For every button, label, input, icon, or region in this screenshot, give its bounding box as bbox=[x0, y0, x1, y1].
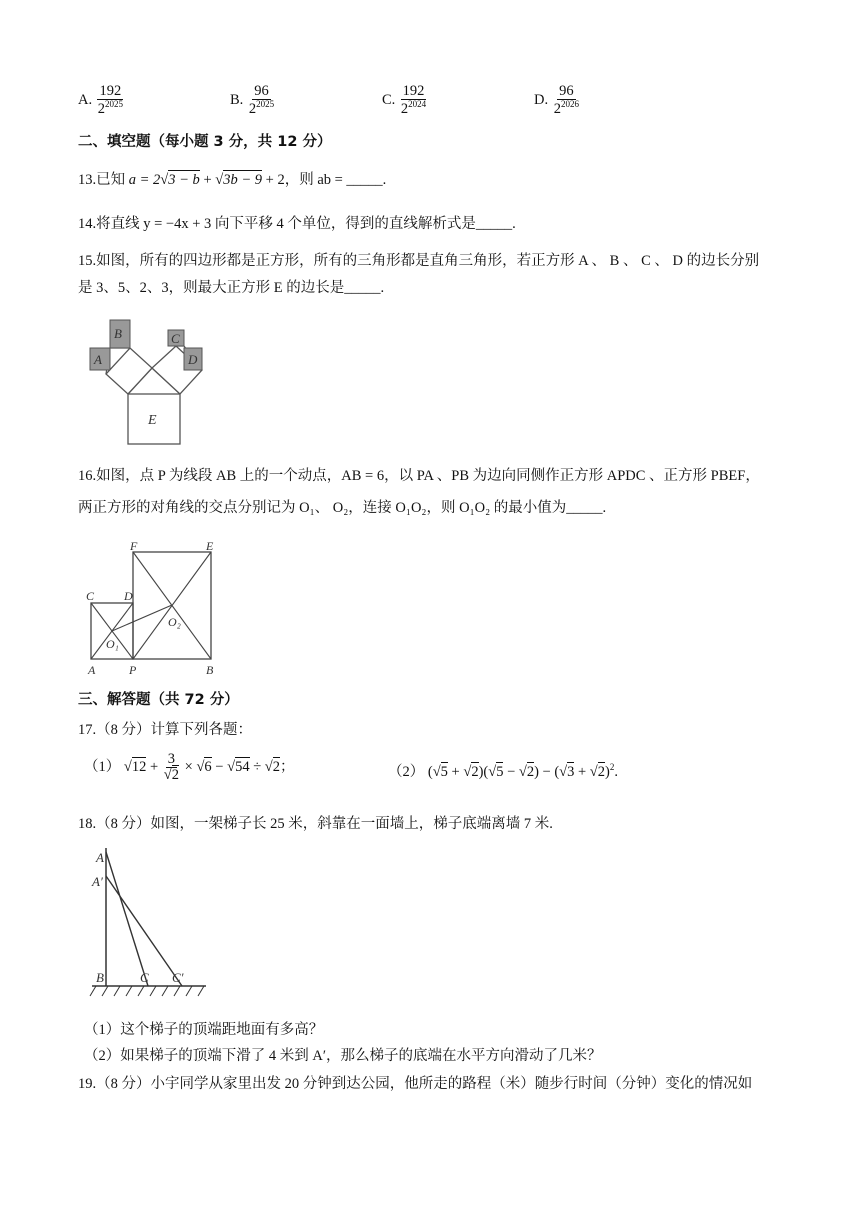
label-c: C bbox=[86, 589, 95, 603]
label-d: D bbox=[188, 352, 198, 367]
question-16-line-1: 16.如图，点 P 为线段 AB 上的一个动点，AB = 6，以 PA 、PB 为边向同侧作正方形 APDC 、正方形 PBEF， bbox=[78, 468, 760, 484]
label-d: D bbox=[124, 589, 133, 603]
question-17-part-1: （1） √12 + $\frac{3}{√2}$ × √6 − √54 ÷ √2； bbox=[84, 751, 295, 784]
label-e: E bbox=[148, 413, 157, 428]
figure-16-squares bbox=[84, 538, 224, 678]
section-3-heading: 三、解答题（共 72 分） bbox=[78, 692, 239, 708]
question-18-part-1: （1）这个梯子的顶端距地面有多高？ bbox=[84, 1022, 324, 1038]
label-b: B bbox=[96, 970, 104, 985]
question-17-part-2: （2） $(√5 + √2)(√5 - √2) - (√3 + √2)^2$. bbox=[388, 762, 618, 780]
label-f: F bbox=[130, 539, 138, 553]
option-c-fraction: $\frac{192}{2^{2024}}$ bbox=[400, 83, 427, 118]
question-16-line-2: 两正方形的对角线的交点分别记为 O₁、 O₂，连接 O₁O₂，则 O₁O₂ 的最小值为_____. bbox=[78, 500, 607, 516]
label-a: A bbox=[94, 352, 102, 367]
question-17-intro: 17.（8 分）计算下列各题： bbox=[78, 722, 252, 738]
question-15-line-1: 15.如图，所有的四边形都是正方形，所有的三角形都是直角三角形，若正方形 A 、 B 、 C 、 D 的边长分别 bbox=[78, 253, 760, 269]
question-14: 14.将直线 y = −4x + 3 向下平移 4 个单位，得到的直线解析式是_____. bbox=[78, 216, 516, 232]
section-2-heading: 二、填空题（每小题 3 分，共 12 分） bbox=[78, 134, 332, 150]
question-18-part-2: （2）如果梯子的顶端下滑了 4 米到 A′，那么梯子的底端在水平方向滑动了几米？ bbox=[84, 1048, 602, 1064]
label-a: A bbox=[88, 663, 96, 677]
label-a: A bbox=[96, 850, 104, 865]
option-b-fraction: $\frac{96}{2^{2025}}$ bbox=[248, 83, 275, 118]
option-b: B. $\frac{96}{2^{2025}}$ bbox=[230, 83, 275, 118]
label-p: P bbox=[129, 663, 137, 677]
label-b: B bbox=[114, 326, 122, 341]
figure-15-squares bbox=[86, 318, 216, 446]
option-a: A. $\frac{192}{2^{2025}}$ bbox=[78, 83, 123, 118]
figure-18-ladder bbox=[86, 840, 210, 1006]
label-o1: O₁ bbox=[106, 637, 119, 651]
label-b: B bbox=[206, 663, 214, 677]
question-19: 19.（8 分）小宇同学从家里出发 20 分钟到达公园，他所走的路程（米）随步行时间（分钟）变化的情况如 bbox=[78, 1076, 753, 1092]
option-a-fraction: $\frac{192}{2^{2025}}$ bbox=[97, 83, 123, 118]
label-e: E bbox=[206, 539, 214, 553]
label-c: C bbox=[171, 331, 180, 346]
label-c: C bbox=[140, 970, 149, 985]
label-a-prime: A′ bbox=[92, 874, 103, 889]
option-d-fraction: $\frac{96}{2^{2026}}$ bbox=[553, 83, 579, 118]
question-18-intro: 18.（8 分）如图，一架梯子长 25 米，斜靠在一面墙上，梯子底端离墙 7 米. bbox=[78, 816, 553, 832]
label-c-prime: C′ bbox=[172, 970, 184, 985]
option-c: C. $\frac{192}{2^{2024}}$ bbox=[382, 83, 427, 118]
option-d: D. $\frac{96}{2^{2026}}$ bbox=[534, 83, 579, 118]
label-o2: O₂ bbox=[168, 615, 181, 629]
question-13: 13.已知 a = 2√3 − b + √3b − 9 + 2，则 ab = _____. bbox=[78, 172, 387, 188]
question-15-line-2: 是 3、5、2、3，则最大正方形 E 的边长是_____. bbox=[78, 280, 385, 296]
